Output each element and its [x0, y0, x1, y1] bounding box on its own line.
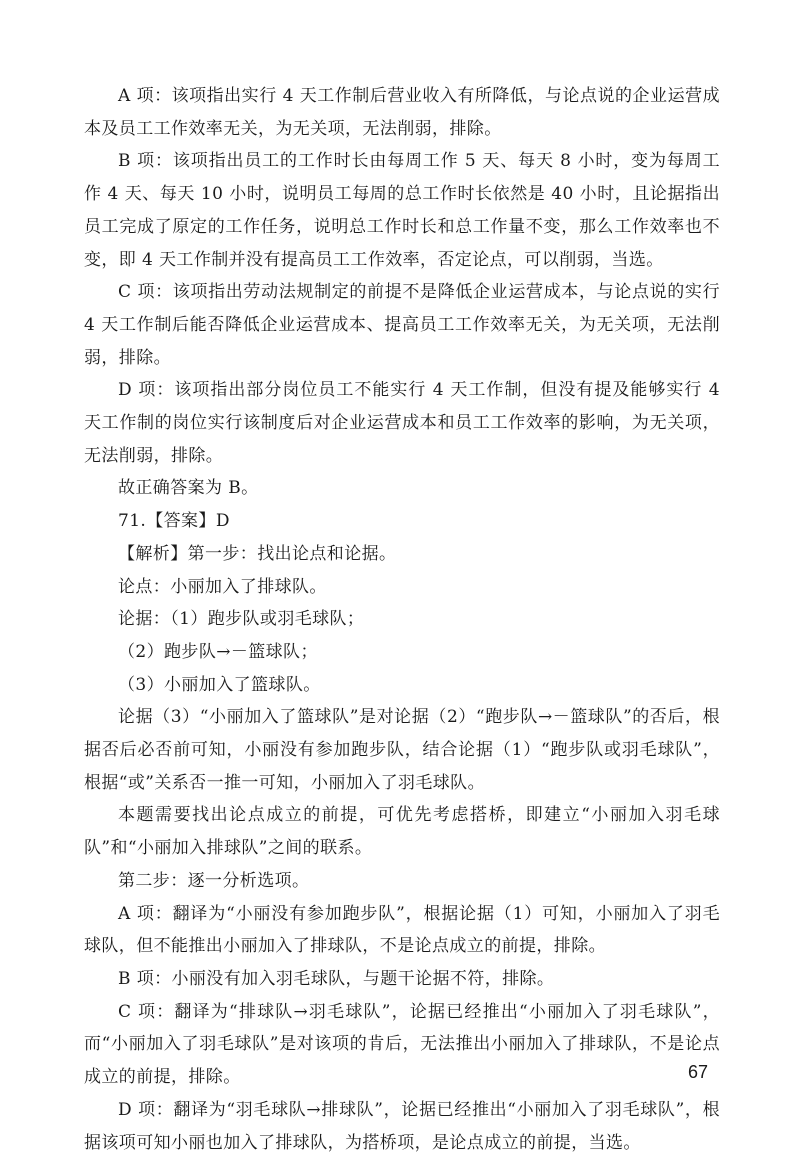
option-c-analysis-71: C 项：翻译为“排球队→羽毛球队”，论据已经推出“小丽加入了羽毛球队”，而“小丽加入了羽毛球队”是对该项的肯后，无法推出小丽加入了排球队，不是论点成立的前提，排除。 — [84, 1001, 720, 1088]
option-b-analysis-70: B 项：该项指出员工的工作时长由每周工作 5 天、每天 8 小时，变为每周工作 4 天、每天 10 小时，说明员工每周的总工作时长依然是 40 小时，且论据指出员工完成了原定的工作任务，说明总工作时长和总工作量不变，那么工作效率也不变，即 4 天工作制并没有提高员工工作效率，否定论点，可以削弱，当选。 — [84, 151, 720, 270]
argument-conclusion: 论点：小丽加入了排球队。 — [118, 576, 327, 597]
premise-2: （2）跑步队→－篮球队； — [118, 641, 318, 662]
bridging-paragraph: 本题需要找出论点成立的前提，可优先考虑搭桥，即建立“小丽加入羽毛球队”和“小丽加入排球队”之间的联系。 — [84, 805, 720, 859]
option-b-analysis-71: B 项：小丽没有加入羽毛球队，与题干论据不符，排除。 — [118, 968, 555, 989]
premise-3: （3）小丽加入了篮球队。 — [118, 674, 321, 695]
option-c-analysis-70: C 项：该项指出劳动法规制定的前提不是降低企业运营成本，与论点说的实行 4 天工作制后能否降低企业运营成本、提高员工工作效率无关，为无关项，无法削弱，排除。 — [84, 282, 720, 368]
question-71-answer: 71.【答案】D — [118, 511, 230, 532]
page-content — [84, 80, 720, 1159]
analysis-step-two: 第二步：逐一分析选项。 — [118, 870, 310, 891]
premise-1: 论据：（1）跑步队或羽毛球队； — [118, 609, 365, 630]
option-a-analysis-70: A 项：该项指出实行 4 天工作制后营业收入有所降低，与论点说的企业运营成本及员工工作效率无关，为无关项，无法削弱，排除。 — [84, 86, 720, 139]
option-d-analysis-70: D 项：该项指出部分岗位员工不能实行 4 天工作制，但没有提及能够实行 4 天工作制的岗位实行该制度后对企业运营成本和员工工作效率的影响，为无关项，无法削弱，排除。 — [84, 380, 720, 466]
reasoning-paragraph: 论据（3）“小丽加入了篮球队”是对论据（2）“跑步队→－篮球队”的否后，根据否后必否前可知，小丽没有参加跑步队，结合论据（1）“跑步队或羽毛球队”，根据“或”关系否一推一可知，小丽加入了羽毛球队。 — [84, 707, 720, 793]
page-number: 67 — [687, 1062, 708, 1082]
answer-conclusion-70: 故正确答案为 B。 — [118, 478, 259, 499]
analysis-step-one: 【解析】第一步：找出论点和论据。 — [118, 543, 397, 564]
option-a-analysis-71: A 项：翻译为“小丽没有参加跑步队”，根据论据（1）可知，小丽加入了羽毛球队，但不能推出小丽加入了排球队，不是论点成立的前提，排除。 — [84, 903, 720, 957]
option-d-analysis-71: D 项：翻译为“羽毛球队→排球队”，论据已经推出“小丽加入了羽毛球队”，根据该项可知小丽也加入了排球队，为搭桥项，是论点成立的前提，当选。 — [84, 1099, 720, 1153]
